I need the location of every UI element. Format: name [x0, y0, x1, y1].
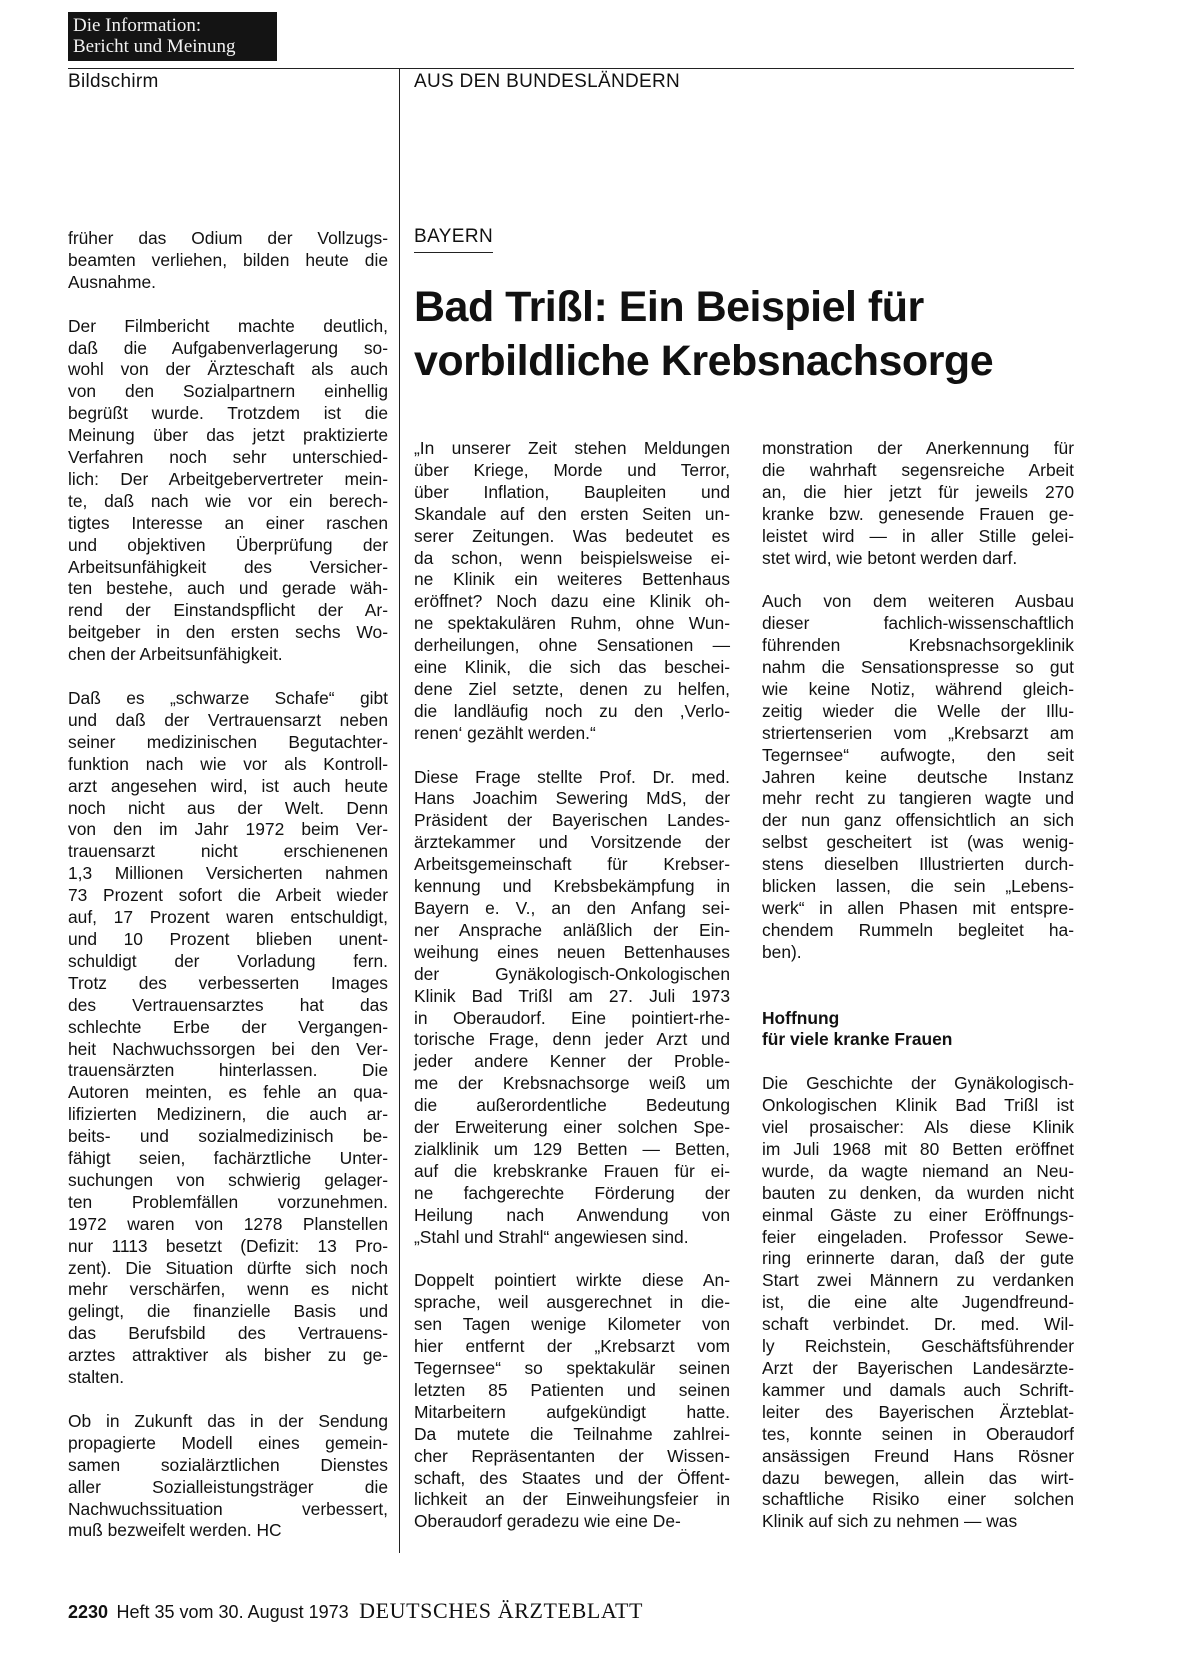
text-line: Diese Frage stellte Prof. Dr. med. [414, 766, 730, 787]
text-line: führenden Krebsnachsorgeklinik [762, 635, 1074, 656]
column-divider [399, 68, 400, 1553]
text-line: lich: Der Arbeitgebervertreter mein- [68, 468, 388, 489]
text-line: Nachwuchssituation verbessert, [68, 1498, 388, 1519]
text-line: Oberaudorf geradezu wie eine De- [414, 1511, 681, 1532]
text-line: rend der Einstandspflicht der Ar- [68, 600, 388, 621]
text-line: propagierte Modell eines gemein- [68, 1432, 388, 1453]
text-line: kennung und Krebsbekämpfung in [414, 876, 730, 897]
text-line: tigtes Interesse an einer raschen [68, 512, 388, 533]
text-line: zent). Die Situation dürfte sich noch [68, 1257, 388, 1278]
text-line: Meinung über das jetzt praktizierte [68, 425, 388, 446]
text-line: leiter des Bayerischen Ärzteblat- [762, 1401, 1074, 1422]
text-line: Mitarbeitern aufgekündigt hatte. [414, 1401, 730, 1422]
text-line: hier entfernt der „Krebsarzt vom [414, 1336, 730, 1357]
text-line: bauten zu denken, da wurden nicht [762, 1182, 1074, 1203]
paragraph [414, 438, 730, 745]
text-line: des Vertrauensarztes hat das [68, 994, 388, 1015]
text-line: schaftliche Risiko einer solchen [762, 1489, 1074, 1510]
text-line: die landläufig noch zu den ,Verlo- [414, 700, 730, 721]
rubric-badge [68, 12, 277, 61]
text-line: 73 Prozent sofort die Arbeit wieder [68, 885, 388, 906]
text-line: der nun ganz offensichtlich an sich [762, 810, 1074, 831]
text-line: Klinik auf sich zu nehmen — was [762, 1511, 1018, 1532]
text-line: aller Sozialleistungsträger die [68, 1476, 388, 1497]
text-line: von den im Jahr 1972 beim Ver- [68, 819, 388, 840]
text-line: ly Reichstein, Geschäftsführender [762, 1336, 1074, 1357]
text-line: trauensarzt nicht erschienenen [68, 841, 388, 862]
text-line: schaft, des Staates und der Öffent- [414, 1467, 730, 1488]
text-line: beitgeber in den ersten sechs Wo- [68, 622, 388, 643]
paragraph [68, 228, 388, 294]
text-line: der Gynäkologisch-Onkologischen [414, 963, 730, 984]
text-line: fähigt seien, fachärztliche Unter- [68, 1148, 388, 1169]
text-line: ner Ansprache anläßlich der Ein- [414, 919, 730, 940]
text-line: noch nicht aus der Welt. Denn [68, 797, 388, 818]
text-line: monstration der Anerkennung für [762, 438, 1074, 458]
text-line: heit Nachwuchssorgen bei den Ver- [68, 1038, 388, 1059]
text-line: der Erweiterung einer solchen Spe- [414, 1117, 730, 1138]
text-line: da schon, wenn beispielsweise ei- [414, 547, 730, 568]
text-line: Arzt der Bayerischen Landesärzte- [762, 1358, 1074, 1379]
right-column [762, 438, 1074, 1533]
paragraph [68, 1411, 388, 1542]
text-line: 1,3 Millionen Versicherten nahmen [68, 863, 388, 884]
subheading [762, 1008, 1074, 1052]
text-line: daß die Aufgabenverlagerung so- [68, 337, 388, 358]
right-column-continued [762, 1073, 1074, 1533]
paragraph [762, 591, 1074, 963]
text-line: suchungen von schwierig gelager- [68, 1169, 388, 1190]
text-line: leistet wird — in aller Stille gelei- [762, 525, 1074, 546]
text-line: zialklinik um 129 Betten — Betten, [414, 1138, 730, 1159]
paragraph [762, 1073, 1074, 1533]
text-line: Ausnahme. [68, 271, 156, 292]
text-line: ärztekammer und Vorsitzende der [414, 832, 730, 853]
text-line: sen Tagen wenige Kilometer von [414, 1314, 730, 1335]
text-line: Die Geschichte der Gynäkologisch- [762, 1073, 1074, 1094]
text-line: feier eingeladen. Professor Sewe- [762, 1226, 1074, 1247]
text-line: Verfahren noch sehr unterschied- [68, 447, 388, 468]
header-rule [68, 68, 1074, 69]
text-line: Heilung nach Anwendung von [414, 1204, 730, 1225]
text-line: früher das Odium der Vollzugs- [68, 228, 388, 248]
text-line: lichkeit an der Einweihungsfeier in [414, 1489, 730, 1510]
text-line: beits- und sozialmedizinisch be- [68, 1126, 388, 1147]
text-line: Klinik Bad Trißl am 27. Juli 1973 [414, 985, 730, 1006]
text-line: Daß es „schwarze Schafe“ gibt [68, 688, 388, 708]
text-line: mehr verschärfen, wenn es nicht [68, 1279, 388, 1300]
text-line: weihung eines neuen Bettenhauses [414, 941, 730, 962]
text-line: die wahrhaft segensreiche Arbeit [762, 459, 1074, 480]
text-line: Start zwei Männern zu verdanken [762, 1270, 1074, 1291]
section-label-left: Bildschirm [68, 71, 159, 92]
text-line: mehr recht zu tangieren wagte und [762, 788, 1074, 809]
text-line: Skandale auf den ersten Seiten un- [414, 503, 730, 524]
text-line: chendem Rummeln begleitet ha- [762, 919, 1074, 940]
right-column-intro [762, 438, 1074, 964]
text-line: arztes attraktiver als bisher zu ge- [68, 1345, 388, 1366]
text-line: wie keine Notiz, während gleich- [762, 678, 1074, 699]
text-line: funktion nach wie vor als Kontroll- [68, 753, 388, 774]
text-line: Auch von dem weiteren Ausbau [762, 591, 1074, 612]
text-line: Jahren keine deutsche Instanz [762, 766, 1074, 787]
text-line: begrüßt wurde. Trotzdem ist die [68, 403, 388, 424]
middle-column [414, 438, 730, 1533]
text-line: arzt angesehen wird, ist auch heute [68, 775, 388, 796]
text-line: letzten 85 Patienten und seinen [414, 1379, 730, 1400]
text-line: me der Krebsnachsorge weiß um [414, 1073, 730, 1094]
text-line: nur 1113 besetzt (Defizit: 13 Pro- [68, 1235, 388, 1256]
issue-info: Heft 35 vom 30. August 1973 [116, 1602, 349, 1622]
text-line: dene Ziel setzte, denen zu helfen, [414, 678, 730, 699]
text-line: nahm die Sensationspresse so gut [762, 657, 1074, 678]
text-line: lifizierten Medizinern, die auch ar- [68, 1104, 388, 1125]
text-line: Präsident der Bayerischen Landes- [414, 810, 730, 831]
paragraph [762, 438, 1074, 569]
text-line: jeder andere Kenner der Proble- [414, 1051, 730, 1072]
text-line: striertenserien vom „Krebsarzt am [762, 722, 1074, 743]
article-headline [414, 280, 1074, 388]
text-line: Da mutete die Teilnahme zahlrei- [414, 1423, 730, 1444]
text-line: auf, 17 Prozent waren entschuldigt, [68, 907, 388, 928]
text-line: Der Filmbericht machte deutlich, [68, 315, 388, 336]
headline-line-1: Bad Trißl: Ein Beispiel für [414, 283, 924, 331]
text-line: ring erinnerte daran, daß der gute [762, 1248, 1074, 1269]
text-line: zeitig wieder die Welle der Illu- [762, 700, 1074, 721]
text-line: eine Klinik, die sich das beschei- [414, 657, 730, 678]
rubric-line-2: Bericht und Meinung [73, 36, 236, 57]
text-line: schlechte Erbe der Vergangen- [68, 1016, 388, 1037]
text-line: kammer und damals auch Schrift- [762, 1379, 1074, 1400]
text-line: ne Klinik ein weiteres Bettenhaus [414, 569, 730, 590]
rubric-line-1: Die Information: [73, 15, 202, 36]
text-line: chen der Arbeitsunfähigkeit. [68, 644, 283, 665]
paragraph [414, 767, 730, 1249]
text-line: Trotz des verbesserten Images [68, 972, 388, 993]
text-line: Arbeitsgemeinschaft für Krebser- [414, 854, 730, 875]
text-line: torische Frage, denn jeder Arzt und [414, 1029, 730, 1050]
text-line: einmal Gäste zu einer Eröffnungs- [762, 1204, 1074, 1225]
page-number: 2230 [68, 1602, 109, 1622]
text-line: an, die hier jetzt für jeweils 270 [762, 481, 1074, 502]
text-line: beamten verliehen, bilden heute die [68, 249, 388, 270]
text-line: „Stahl und Strahl“ angewiesen sind. [414, 1226, 689, 1247]
text-line: ten Problemfällen vorzunehmen. [68, 1191, 388, 1212]
text-line: Tegernsee“ aufwogte, den seit [762, 744, 1074, 765]
text-line: ne spektakulären Ruhm, ohne Wun- [414, 613, 730, 634]
text-line: im Juli 1968 mit 80 Betten eröffnet [762, 1138, 1074, 1159]
text-line: tes, konnte seinen in Oberaudorf [762, 1423, 1074, 1444]
text-line: Autoren meinten, es fehle an qua- [68, 1082, 388, 1103]
text-line: Ob in Zukunft das in der Sendung [68, 1410, 388, 1431]
text-line: Doppelt pointiert wirkte diese An- [414, 1270, 730, 1291]
text-line: über Inflation, Baupleiten und [414, 481, 730, 502]
headline-line-2: vorbildliche Krebsnachsorge [414, 337, 994, 385]
text-line: schuldigt der Vorladung fern. [68, 950, 388, 971]
region-label: BAYERN [414, 226, 493, 253]
text-line: seiner medizinischen Begutachter- [68, 731, 388, 752]
text-line: „In unserer Zeit stehen Meldungen [414, 438, 730, 458]
text-line: stens dieselben Illustrierten durch- [762, 854, 1074, 875]
text-line: stalten. [68, 1367, 125, 1388]
text-line: kranke bzw. genesende Frauen ge- [762, 503, 1074, 524]
text-line: renen‘ gezählt werden.“ [414, 722, 596, 743]
subheading-line-1: Hoffnung [762, 1007, 840, 1028]
text-line: dazu bewegen, allein das wirt- [762, 1467, 1074, 1488]
text-line: von den Sozialpartnern einhellig [68, 381, 388, 402]
text-line: Tegernsee“ so spektakulär seinen [414, 1358, 730, 1379]
text-line: sprache, weil ausgerechnet in die- [414, 1292, 730, 1313]
text-line: ansässigen Freund Hans Rösner [762, 1445, 1074, 1466]
text-line: te, daß nach wie vor ein berech- [68, 490, 388, 511]
text-line: blicken lassen, die sein „Lebens- [762, 876, 1074, 897]
text-line: serer Zeitungen. Was bedeutet es [414, 525, 730, 546]
text-line: selbst gescheitert ist (was wenig- [762, 832, 1074, 853]
page-footer [68, 1598, 643, 1624]
text-line: muß bezweifelt werden. HC [68, 1520, 282, 1541]
text-line: ist, die eine alte Jugendfreund- [762, 1292, 1074, 1313]
paragraph [414, 1270, 730, 1533]
text-line: das Berufsbild des Vertrauens- [68, 1323, 388, 1344]
text-line: gelingt, die finanzielle Basis und [68, 1301, 388, 1322]
text-line: stet wird, wie betont werden darf. [762, 547, 1018, 568]
text-line: und 10 Prozent blieben unent- [68, 928, 388, 949]
text-line: ten bestehe, auch und gerade wäh- [68, 578, 388, 599]
text-line: samen sozialärztlichen Dienstes [68, 1454, 388, 1475]
text-line: eröffnet? Noch dazu eine Klinik oh- [414, 591, 730, 612]
text-line: und daß der Vertrauensarzt neben [68, 709, 388, 730]
paragraph [68, 688, 388, 1389]
text-line: und objektiven Überprüfung der [68, 534, 388, 555]
text-line: Bayern e. V., an den Anfang sei- [414, 898, 730, 919]
text-line: viel prosaischer: Als diese Klinik [762, 1117, 1074, 1138]
text-line: Arbeitsunfähigkeit des Versicher- [68, 556, 388, 577]
text-line: auf die krebskranke Frauen für ei- [414, 1160, 730, 1181]
text-line: trauensärzten hinterlassen. Die [68, 1060, 388, 1081]
text-line: wohl von der Ärzteschaft als auch [68, 359, 388, 380]
text-line: werk“ in allen Phasen mit entspre- [762, 898, 1074, 919]
text-line: die außerordentliche Bedeutung [414, 1095, 730, 1116]
text-line: wurde, da wagte niemand an Neu- [762, 1160, 1074, 1181]
text-line: 1972 waren von 1278 Planstellen [68, 1213, 388, 1234]
text-line: derheilungen, ohne Sensationen — [414, 635, 730, 656]
paragraph [68, 316, 388, 667]
text-line: über Kriege, Morde und Terror, [414, 459, 730, 480]
text-line: in Oberaudorf. Eine pointiert-rhe- [414, 1007, 730, 1028]
text-line: Onkologischen Klinik Bad Trißl ist [762, 1095, 1074, 1116]
section-label-right: AUS DEN BUNDESLÄNDERN [414, 71, 681, 92]
text-line: ben). [762, 941, 802, 962]
text-line: schaft verbindet. Dr. med. Wil- [762, 1314, 1074, 1335]
subheading-line-2: für viele kranke Frauen [762, 1029, 953, 1050]
text-line: dieser fachlich-wissenschaftlich [762, 613, 1074, 634]
text-line: cher Repräsentanten der Wissen- [414, 1445, 730, 1466]
text-line: ne fachgerechte Förderung der [414, 1182, 730, 1203]
text-line: Hans Joachim Sewering MdS, der [414, 788, 730, 809]
left-column [68, 228, 388, 1542]
journal-name: DEUTSCHES ÄRZTEBLATT [359, 1598, 644, 1623]
